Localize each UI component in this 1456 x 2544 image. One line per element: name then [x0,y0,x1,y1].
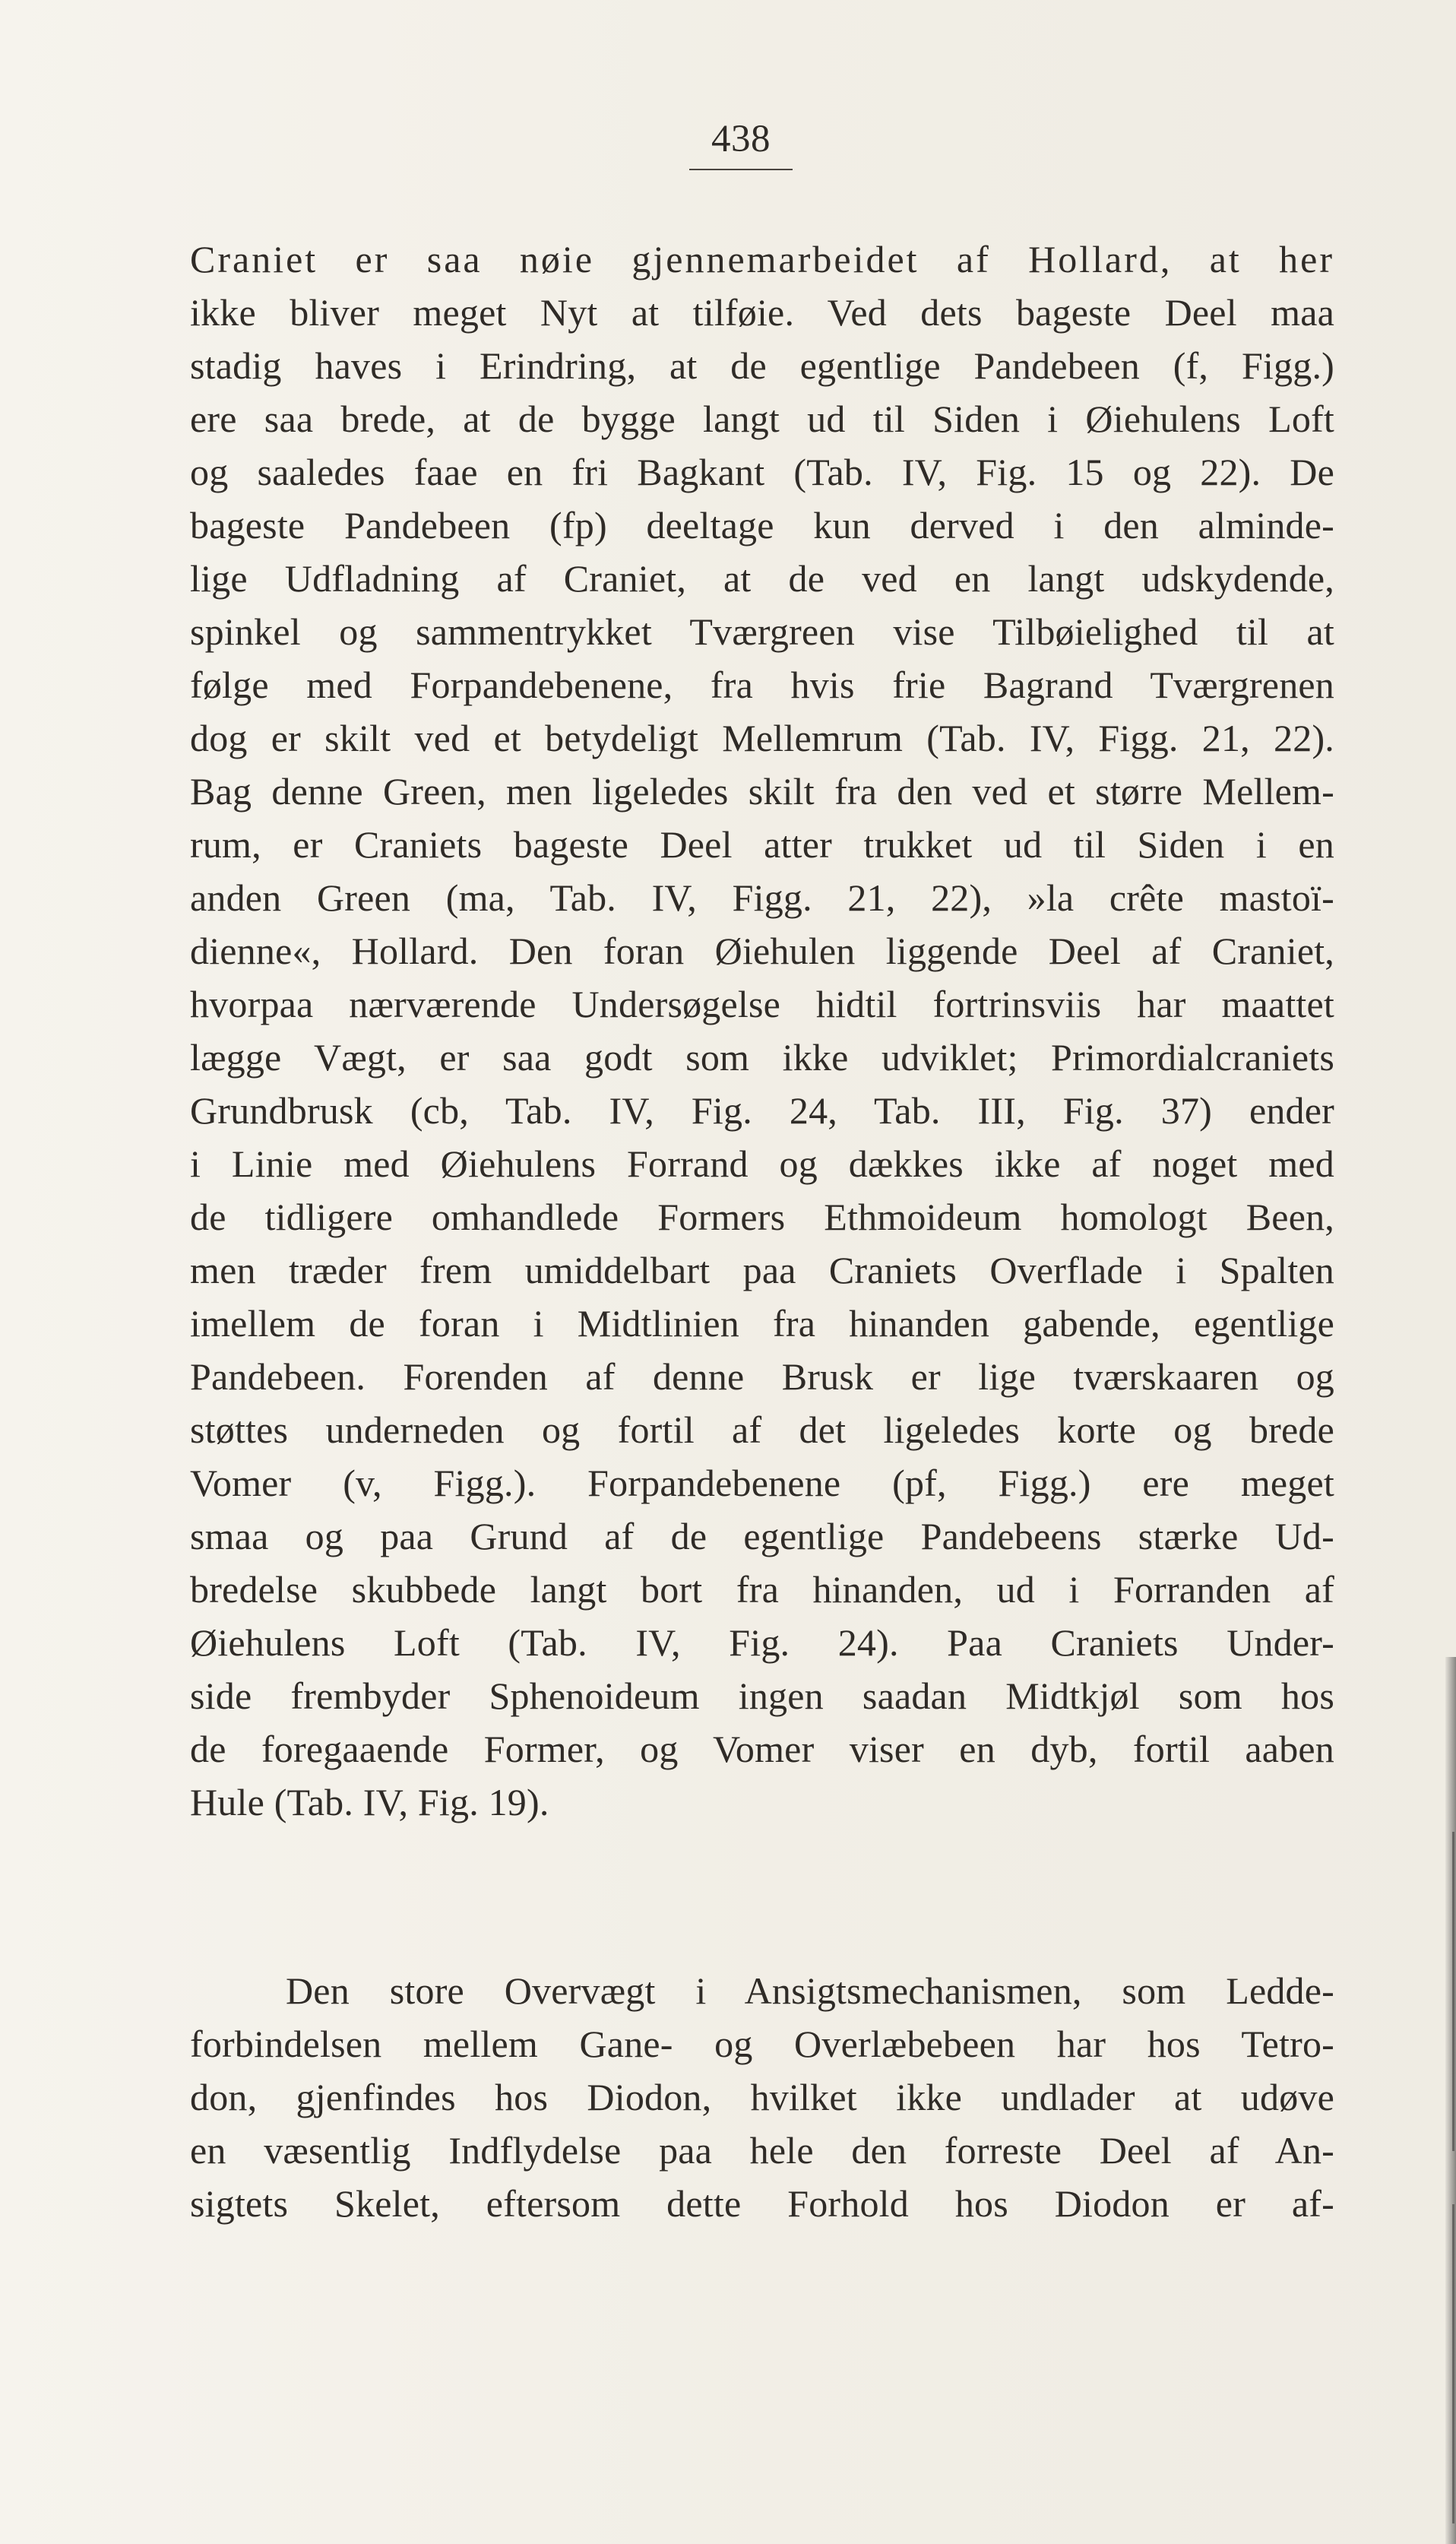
text-line: de tidligere omhandlede Formers Ethmoideum homologt Been, [190,1196,1334,1238]
text-line: stadig haves i Erindring, at de egentlige Pandebeen (f, Figg.) [190,344,1334,387]
text-line: en væsentlig Indflydelse paa hele den forreste Deel af An- [190,2129,1334,2172]
text-line: Vomer (v, Figg.). Forpandebenene (pf, Figg.) ere meget [190,1462,1334,1504]
text-line: Den store Overvægt i Ansigtsmechanismen, som Ledde- [286,1969,1334,2012]
text-line: lige Udfladning af Craniet, at de ved en langt udskydende, [190,557,1334,600]
text-line: ere saa brede, at de bygge langt ud til Siden i Øiehulens Loft [190,398,1334,440]
text-line: side frembyder Sphenoideum ingen saadan Midtkjøl som hos [190,1674,1334,1717]
text-line: og saaledes faae en fri Bagkant (Tab. IV, Fig. 15 og 22). De [190,451,1334,493]
text-line: smaa og paa Grund af de egentlige Pandebeens stærke Ud- [190,1515,1334,1557]
paragraph-craniet [190,233,1334,1829]
text-line: anden Green (ma, Tab. IV, Figg. 21, 22), »la crête mastoï- [190,876,1334,919]
paragraph-ansigtsmechanismen [190,1964,1334,2230]
text-line: ikke bliver meget Nyt at tilføie. Ved dets bageste Deel maa [190,291,1334,334]
text-line: spinkel og sammentrykket Tværgreen vise Tilbøielighed til at [190,610,1334,653]
text-line: imellem de foran i Midtlinien fra hinanden gabende, egentlige [190,1302,1334,1345]
text-line: hvorpaa nærværende Undersøgelse hidtil fortrinsviis har maattet [190,983,1334,1025]
text-line: bageste Pandebeen (fp) deeltage kun derved i den alminde- [190,504,1334,547]
text-line: i Linie med Øiehulens Forrand og dækkes ikke af noget med [190,1142,1334,1185]
text-line: Grundbrusk (cb, Tab. IV, Fig. 24, Tab. III, Fig. 37) ender [190,1089,1334,1132]
text-line: Øiehulens Loft (Tab. IV, Fig. 24). Paa Craniets Under- [190,1621,1334,1664]
text-line: rum, er Craniets bageste Deel atter trukket ud til Siden i en [190,823,1334,866]
text-line: men træder frem umiddelbart paa Craniets Overflade i Spalten [190,1249,1334,1291]
text-line: følge med Forpandebenene, fra hvis frie Bagrand Tværgrenen [190,664,1334,706]
text-line: forbindelsen mellem Gane- og Overlæbebeen har hos Tetro- [190,2023,1334,2065]
text-line: don, gjenfindes hos Diodon, hvilket ikke undlader at udøve [190,2076,1334,2118]
text-line: Craniet er saa nøie gjennemarbeidet af Hollard, at her [190,238,1334,280]
right-page-edge [1445,1657,1456,2544]
text-line: dog er skilt ved et betydeligt Mellemrum (Tab. IV, Figg. 21, 22). [190,717,1334,759]
page-number: 438 [682,120,800,159]
text-line: de foregaaende Former, og Vomer viser en dyb, fortil aaben [190,1728,1334,1770]
text-line: dienne«, Hollard. Den foran Øiehulen liggende Deel af Craniet, [190,930,1334,972]
text-line: Pandebeen. Forenden af denne Brusk er lige tværskaaren og [190,1355,1334,1398]
text-line: sigtets Skelet, eftersom dette Forhold hos Diodon er af- [190,2182,1334,2225]
text-line: støttes underneden og fortil af det ligeledes korte og brede [190,1408,1334,1451]
text-line: Hule (Tab. IV, Fig. 19). [190,1781,549,1823]
text-line: lægge Vægt, er saa godt som ikke udviklet; Primordialcraniets [190,1036,1334,1079]
text-line: Bag denne Green, men ligeledes skilt fra den ved et større Mellem- [190,770,1334,813]
text-line: bredelse skubbede langt bort fra hinanden, ud i Forranden af [190,1568,1334,1611]
